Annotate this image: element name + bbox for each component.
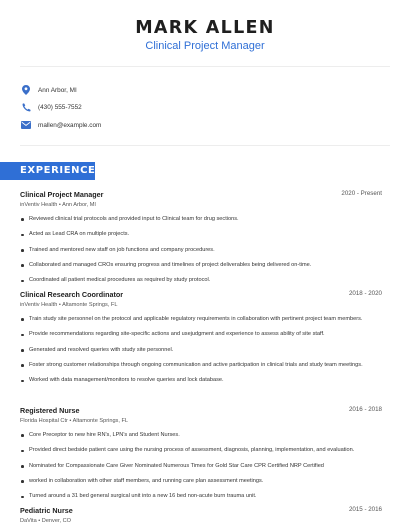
bullet-dot bbox=[21, 349, 24, 352]
bullet-item bbox=[20, 362, 382, 370]
contact-location-text: Ann Arbor, MI bbox=[38, 86, 77, 94]
job-title: Pediatric Nurse bbox=[20, 506, 73, 515]
bullet-dot bbox=[21, 249, 24, 252]
job-entry bbox=[20, 406, 382, 501]
contact-phone bbox=[20, 101, 82, 113]
bullet-item bbox=[20, 447, 382, 455]
bullet-text: Generated and resolved queries with study site personnel. bbox=[29, 346, 174, 353]
bullet-text: Provided direct bedside patient care using the nursing process of assessment, diagnosis, planning, implementation, and evaluation. bbox=[29, 447, 355, 454]
job-title: Registered Nurse bbox=[20, 406, 80, 415]
job-employer: inVentiv Health • Altamonte Springs, FL bbox=[20, 302, 118, 308]
job-location: Altamonte Springs, FL bbox=[72, 418, 128, 424]
bullet-item bbox=[20, 463, 382, 471]
job-bullets bbox=[20, 216, 382, 285]
bullet-item bbox=[20, 277, 382, 285]
job-entry bbox=[20, 290, 382, 385]
job-employer: inVentiv Health • Ann Arbor, MI bbox=[20, 202, 96, 208]
divider bbox=[20, 145, 390, 146]
bullet-item bbox=[20, 331, 382, 339]
bullet-dot bbox=[21, 234, 24, 237]
contact-location bbox=[20, 84, 77, 96]
bullet-text: Coordinated all patient medical procedures as required by study protocol. bbox=[29, 277, 211, 284]
job-employer: DaVita • Denver, CO bbox=[20, 518, 72, 524]
bullet-item bbox=[20, 262, 382, 270]
bullet-text: Foster strong customer relationships through ongoing communication and active participation in clinical trials and study team meetings. bbox=[29, 361, 363, 368]
bullet-text: Core Preceptor to new hire RN's, LPN's and Student Nurses. bbox=[29, 431, 180, 438]
bullet-item bbox=[20, 432, 382, 440]
bullet-text: Collaborated and managed CROs ensuring progress and timelines of project deliverables being delivered on-time. bbox=[29, 261, 312, 268]
bullet-text: Turned around a 31 bed general surgical unit into a new 16 bed non-acute burn trauma unit. bbox=[29, 493, 257, 500]
bullet-item bbox=[20, 493, 382, 501]
job-company: inVentiv Health bbox=[20, 202, 58, 208]
bullet-dot bbox=[21, 465, 24, 468]
bullet-item bbox=[20, 478, 382, 486]
job-dates: 2015 - 2016 bbox=[348, 506, 382, 513]
job-company: Florida Hospital Ctr bbox=[20, 418, 68, 424]
bullet-dot bbox=[21, 334, 24, 337]
bullet-dot bbox=[21, 364, 24, 367]
job-bullets bbox=[20, 316, 382, 385]
bullet-text: Reviewed clinical trial protocols and provided input to Clinical team for drug sections. bbox=[29, 215, 239, 222]
bullet-text: Train study site personnel on the protocol and applicable regulatory requirements in collaboration with pertinent project team members. bbox=[29, 315, 363, 322]
job-location: Ann Arbor, MI bbox=[62, 202, 96, 208]
bullet-text: Trained and mentored new staff on job functions and company procedures. bbox=[29, 246, 215, 253]
bullet-item bbox=[20, 231, 382, 239]
section-heading-experience: EXPERIENCE bbox=[0, 162, 95, 180]
bullet-text: Nominated for Compassionate Care Giver Nominated Numerous Times for Gold Star Care CPR Certified NRP Certified bbox=[29, 462, 324, 469]
job-dates: 2020 - Present bbox=[341, 190, 382, 197]
bullet-dot bbox=[21, 480, 24, 483]
bullet-item bbox=[20, 216, 382, 224]
bullet-text: Worked with data management/monitors to resolve queries and lock database. bbox=[29, 377, 224, 384]
bullet-dot bbox=[21, 318, 24, 321]
contact-email-text: mallen@example.com bbox=[38, 121, 102, 129]
job-dates: 2018 - 2020 bbox=[348, 290, 382, 297]
bullet-text: Acted as Lead CRA on multiple projects. bbox=[29, 231, 130, 238]
bullet-item bbox=[20, 316, 382, 324]
bullet-dot bbox=[21, 280, 24, 283]
bullet-dot bbox=[21, 380, 24, 383]
bullet-item bbox=[20, 347, 382, 355]
contact-phone-text: (430) 555-7552 bbox=[38, 103, 82, 111]
email-icon bbox=[20, 119, 32, 131]
job-company: DaVita bbox=[20, 518, 37, 524]
contact-email bbox=[20, 119, 101, 131]
divider bbox=[20, 66, 390, 67]
bullet-text: Provide recommendations regarding site-specific actions and usejudgment and experience to assess ability of site staff. bbox=[29, 331, 325, 338]
bullet-item bbox=[20, 247, 382, 255]
job-entry bbox=[20, 190, 382, 285]
candidate-role: Clinical Project Manager bbox=[145, 40, 265, 52]
bullet-dot bbox=[21, 450, 24, 453]
bullet-item bbox=[20, 377, 382, 385]
bullet-text: worked in collaboration with other staff members, and running care plan assessment meetings. bbox=[29, 477, 264, 484]
candidate-name: MARK ALLEN bbox=[135, 18, 275, 38]
bullet-dot bbox=[21, 264, 24, 267]
job-company: inVentiv Health bbox=[20, 302, 58, 308]
job-dates: 2016 - 2018 bbox=[348, 406, 382, 413]
bullet-dot bbox=[21, 218, 24, 221]
phone-icon bbox=[20, 101, 32, 113]
job-bullets bbox=[20, 432, 382, 501]
job-location: Denver, CO bbox=[41, 518, 72, 524]
job-title: Clinical Project Manager bbox=[20, 190, 104, 199]
bullet-dot bbox=[21, 434, 24, 437]
job-title: Clinical Research Coordinator bbox=[20, 290, 124, 299]
job-employer: Florida Hospital Ctr • Altamonte Springs, FL bbox=[20, 418, 128, 424]
job-location: Altamonte Springs, FL bbox=[62, 302, 118, 308]
job-entry bbox=[20, 506, 382, 524]
bullet-dot bbox=[21, 496, 24, 499]
location-pin-icon bbox=[20, 84, 32, 96]
